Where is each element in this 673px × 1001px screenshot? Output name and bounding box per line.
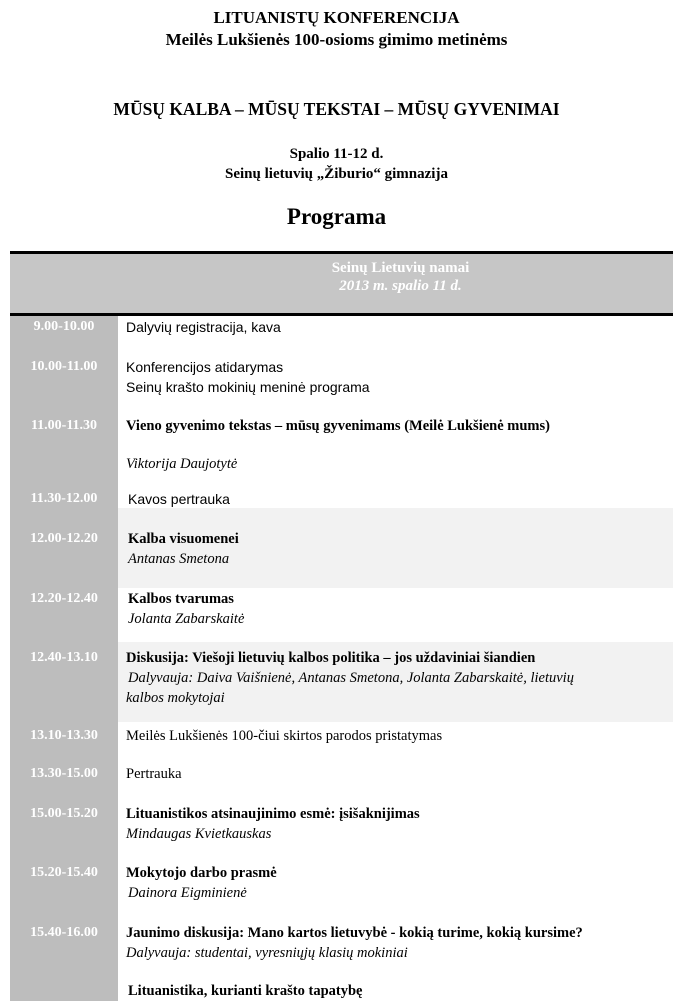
session-time: 13.30-15.00: [30, 766, 98, 781]
session-title: Meilės Lukšienės 100-čiui skirtos parodos pristatymas: [126, 728, 443, 744]
conference-subtitle: Meilės Lukšienės 100-osioms gimimo metinėms: [165, 30, 508, 49]
table-header-date: 2013 m. spalio 11 d.: [339, 278, 462, 294]
session-title: Jaunimo diskusija: Mano kartos lietuvybė - kokią turime, kokią kursime?: [126, 925, 583, 941]
conference-venue: Seinų lietuvių „Žiburio“ gimnazija: [225, 166, 448, 182]
session-time: 12.20-12.40: [30, 591, 98, 606]
session-title: Kavos pertrauka: [128, 491, 230, 507]
session-time: 11.30-12.00: [30, 491, 98, 506]
table-header-venue: Seinų Lietuvių namai: [331, 260, 470, 276]
session-time: 12.00-12.20: [30, 531, 98, 546]
session-time: 10.00-11.00: [30, 359, 98, 374]
session-title: Lituanistika, kurianti krašto tapatybę: [128, 983, 363, 999]
session-speaker: Antanas Smetona: [128, 551, 230, 567]
session-title: Pertrauka: [126, 766, 182, 782]
table-header: [10, 254, 673, 313]
session-time: 15.00-15.20: [30, 806, 98, 821]
session-title: Lituanistikos atsinaujinimo esmė: įsišaknijimas: [126, 806, 420, 822]
session-time: 15.20-15.40: [30, 865, 98, 880]
conference-theme: MŪSŲ KALBA – MŪSŲ TEKSTAI – MŪSŲ GYVENIMAI: [113, 99, 560, 119]
session-speaker: Jolanta Zabarskaitė: [128, 611, 245, 627]
session-participants: Dalyvauja: Daiva Vaišnienė, Antanas Smetona, Jolanta Zabarskaitė, lietuvių: [128, 670, 574, 686]
session-participants: kalbos mokytojai: [126, 690, 225, 706]
session-time: 15.40-16.00: [30, 925, 98, 940]
conference-title: LITUANISTŲ KONFERENCIJA: [213, 8, 460, 27]
conference-dates: Spalio 11-12 d.: [289, 146, 384, 162]
session-speaker: Dainora Eigminienė: [128, 885, 247, 901]
session-title: Kalbos tvarumas: [128, 591, 234, 607]
session-time: 12.40-13.10: [30, 650, 98, 665]
session-title: Konferencijos atidarymas: [126, 359, 284, 375]
session-participants: Dalyvauja: studentai, vyresniųjų klasių mokiniai: [126, 945, 408, 961]
session-time: 13.10-13.30: [30, 728, 98, 743]
program-title: Programa: [286, 204, 387, 229]
session-title: Dalyvių registracija, kava: [126, 319, 281, 335]
session-title: Seinų krašto mokinių meninė programa: [126, 379, 370, 395]
session-speaker: Mindaugas Kvietkauskas: [126, 826, 272, 842]
session-title: Mokytojo darbo prasmė: [126, 865, 277, 881]
session-title: Kalba visuomenei: [128, 531, 239, 547]
session-time: 9.00-10.00: [33, 319, 95, 334]
session-speaker: Viktorija Daujotytė: [126, 456, 238, 472]
session-title: Diskusija: Viešoji lietuvių kalbos politika – jos uždaviniai šiandien: [126, 650, 536, 666]
session-title: Vieno gyvenimo tekstas – mūsų gyvenimams (Meilė Lukšienė mums): [126, 418, 550, 434]
session-time: 11.00-11.30: [30, 418, 98, 433]
